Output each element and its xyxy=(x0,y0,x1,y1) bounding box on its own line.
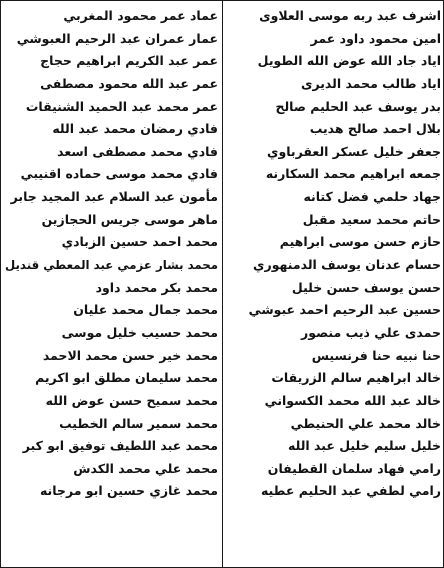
name-entry: محمد بكر محمد داود xyxy=(95,279,218,295)
name-entry: جعفر خليل عسكر العقرباوي xyxy=(267,143,441,159)
name-entry: مأمون عبد السلام عبد المجيد جابر xyxy=(10,189,218,205)
column-divider xyxy=(222,1,223,567)
name-entry: فادي محمد مصطفى اسعد xyxy=(57,143,218,159)
name-entry: عمار عمران عبد الرحيم العبوشي xyxy=(16,30,218,46)
name-entry: محمد غازي حسين ابو مرجانه xyxy=(39,483,218,499)
name-entry: اياد جاد الله عوض الله الطويل xyxy=(257,53,441,69)
name-entry: امين محمود داود عمر xyxy=(310,30,441,46)
name-entry: رامي فهاد سلمان القطيفان xyxy=(267,460,441,476)
name-entry: محمد علي محمد الكدش xyxy=(73,460,218,476)
name-entry: حاتم محمد سعيد مقبل xyxy=(302,211,441,227)
name-entry: حمدى علي ذيب منصور xyxy=(301,324,441,340)
name-entry: خليل سليم خليل عبد الله xyxy=(288,438,441,454)
name-entry: جهاد حلمي فضل كتانه xyxy=(303,189,441,205)
names-column-right xyxy=(227,5,441,503)
name-entry: حنا نبيه حنا فرنسيس xyxy=(311,347,441,363)
name-entry: بدر يوسف عبد الحليم صالح xyxy=(275,98,441,114)
name-entry: حازم حسن موسى ابراهيم xyxy=(279,234,441,250)
name-entry: محمد سميح حسن عوض الله xyxy=(45,392,218,408)
name-entry: عمر محمد عبد الحميد الشنيقات xyxy=(25,98,218,114)
name-entry: اياد طالب محمد الديرى xyxy=(300,75,441,91)
name-entry: فادي رمضان محمد عبد الله xyxy=(52,121,218,137)
names-column-left xyxy=(4,5,218,503)
name-entry: عمر عبد الكريم ابراهيم حجاج xyxy=(40,53,218,69)
name-entry: محمد بشار عزمي عبد المعطي قنديل xyxy=(5,258,218,273)
name-entry: محمد سمير سالم الخطيب xyxy=(59,415,218,431)
name-entry: خالد ابراهيم سالم الزريقات xyxy=(271,370,441,386)
name-entry: خالد عبد الله محمد الكسواني xyxy=(264,392,441,408)
name-entry: خالد محمد علي الحنيطي xyxy=(290,415,441,431)
name-entry: حسين عبد الرحيم احمد عبوشي xyxy=(248,302,441,318)
name-entry: محمد خير حسن محمد الاحمد xyxy=(42,347,218,363)
name-entry: حسن يوسف حسن خليل xyxy=(291,279,441,295)
name-entry: محمد جمال محمد عليان xyxy=(73,302,218,318)
name-entry: محمد احمد حسين الزبادي xyxy=(61,234,218,250)
name-entry: اشرف عبد ربه موسى العلاوى xyxy=(259,8,441,23)
name-entry: فادي محمد موسى حماده اقنيبي xyxy=(20,166,218,182)
name-entry: جمعه ابراهيم محمد السكارنه xyxy=(265,166,441,182)
name-entry: محمد عبد اللطيف توفيق ابو كبر xyxy=(22,438,218,454)
name-entry: بلال احمد صالح هديب xyxy=(309,121,441,137)
name-entry: محمد سليمان مطلق ابو اكريم xyxy=(35,370,218,386)
name-entry: حسام عدنان يوسف الدمنهوري xyxy=(253,257,441,273)
name-entry: عمر عبد الله محمود مصطفى xyxy=(40,75,218,91)
name-entry: رامي لطفي عبد الحليم عطيه xyxy=(260,483,441,499)
name-entry: محمد حسيب خليل موسى xyxy=(61,324,218,340)
name-entry: عماد عمر محمود المغربي xyxy=(63,8,218,23)
name-entry: ماهر موسى جريس الحجازين xyxy=(41,211,218,227)
